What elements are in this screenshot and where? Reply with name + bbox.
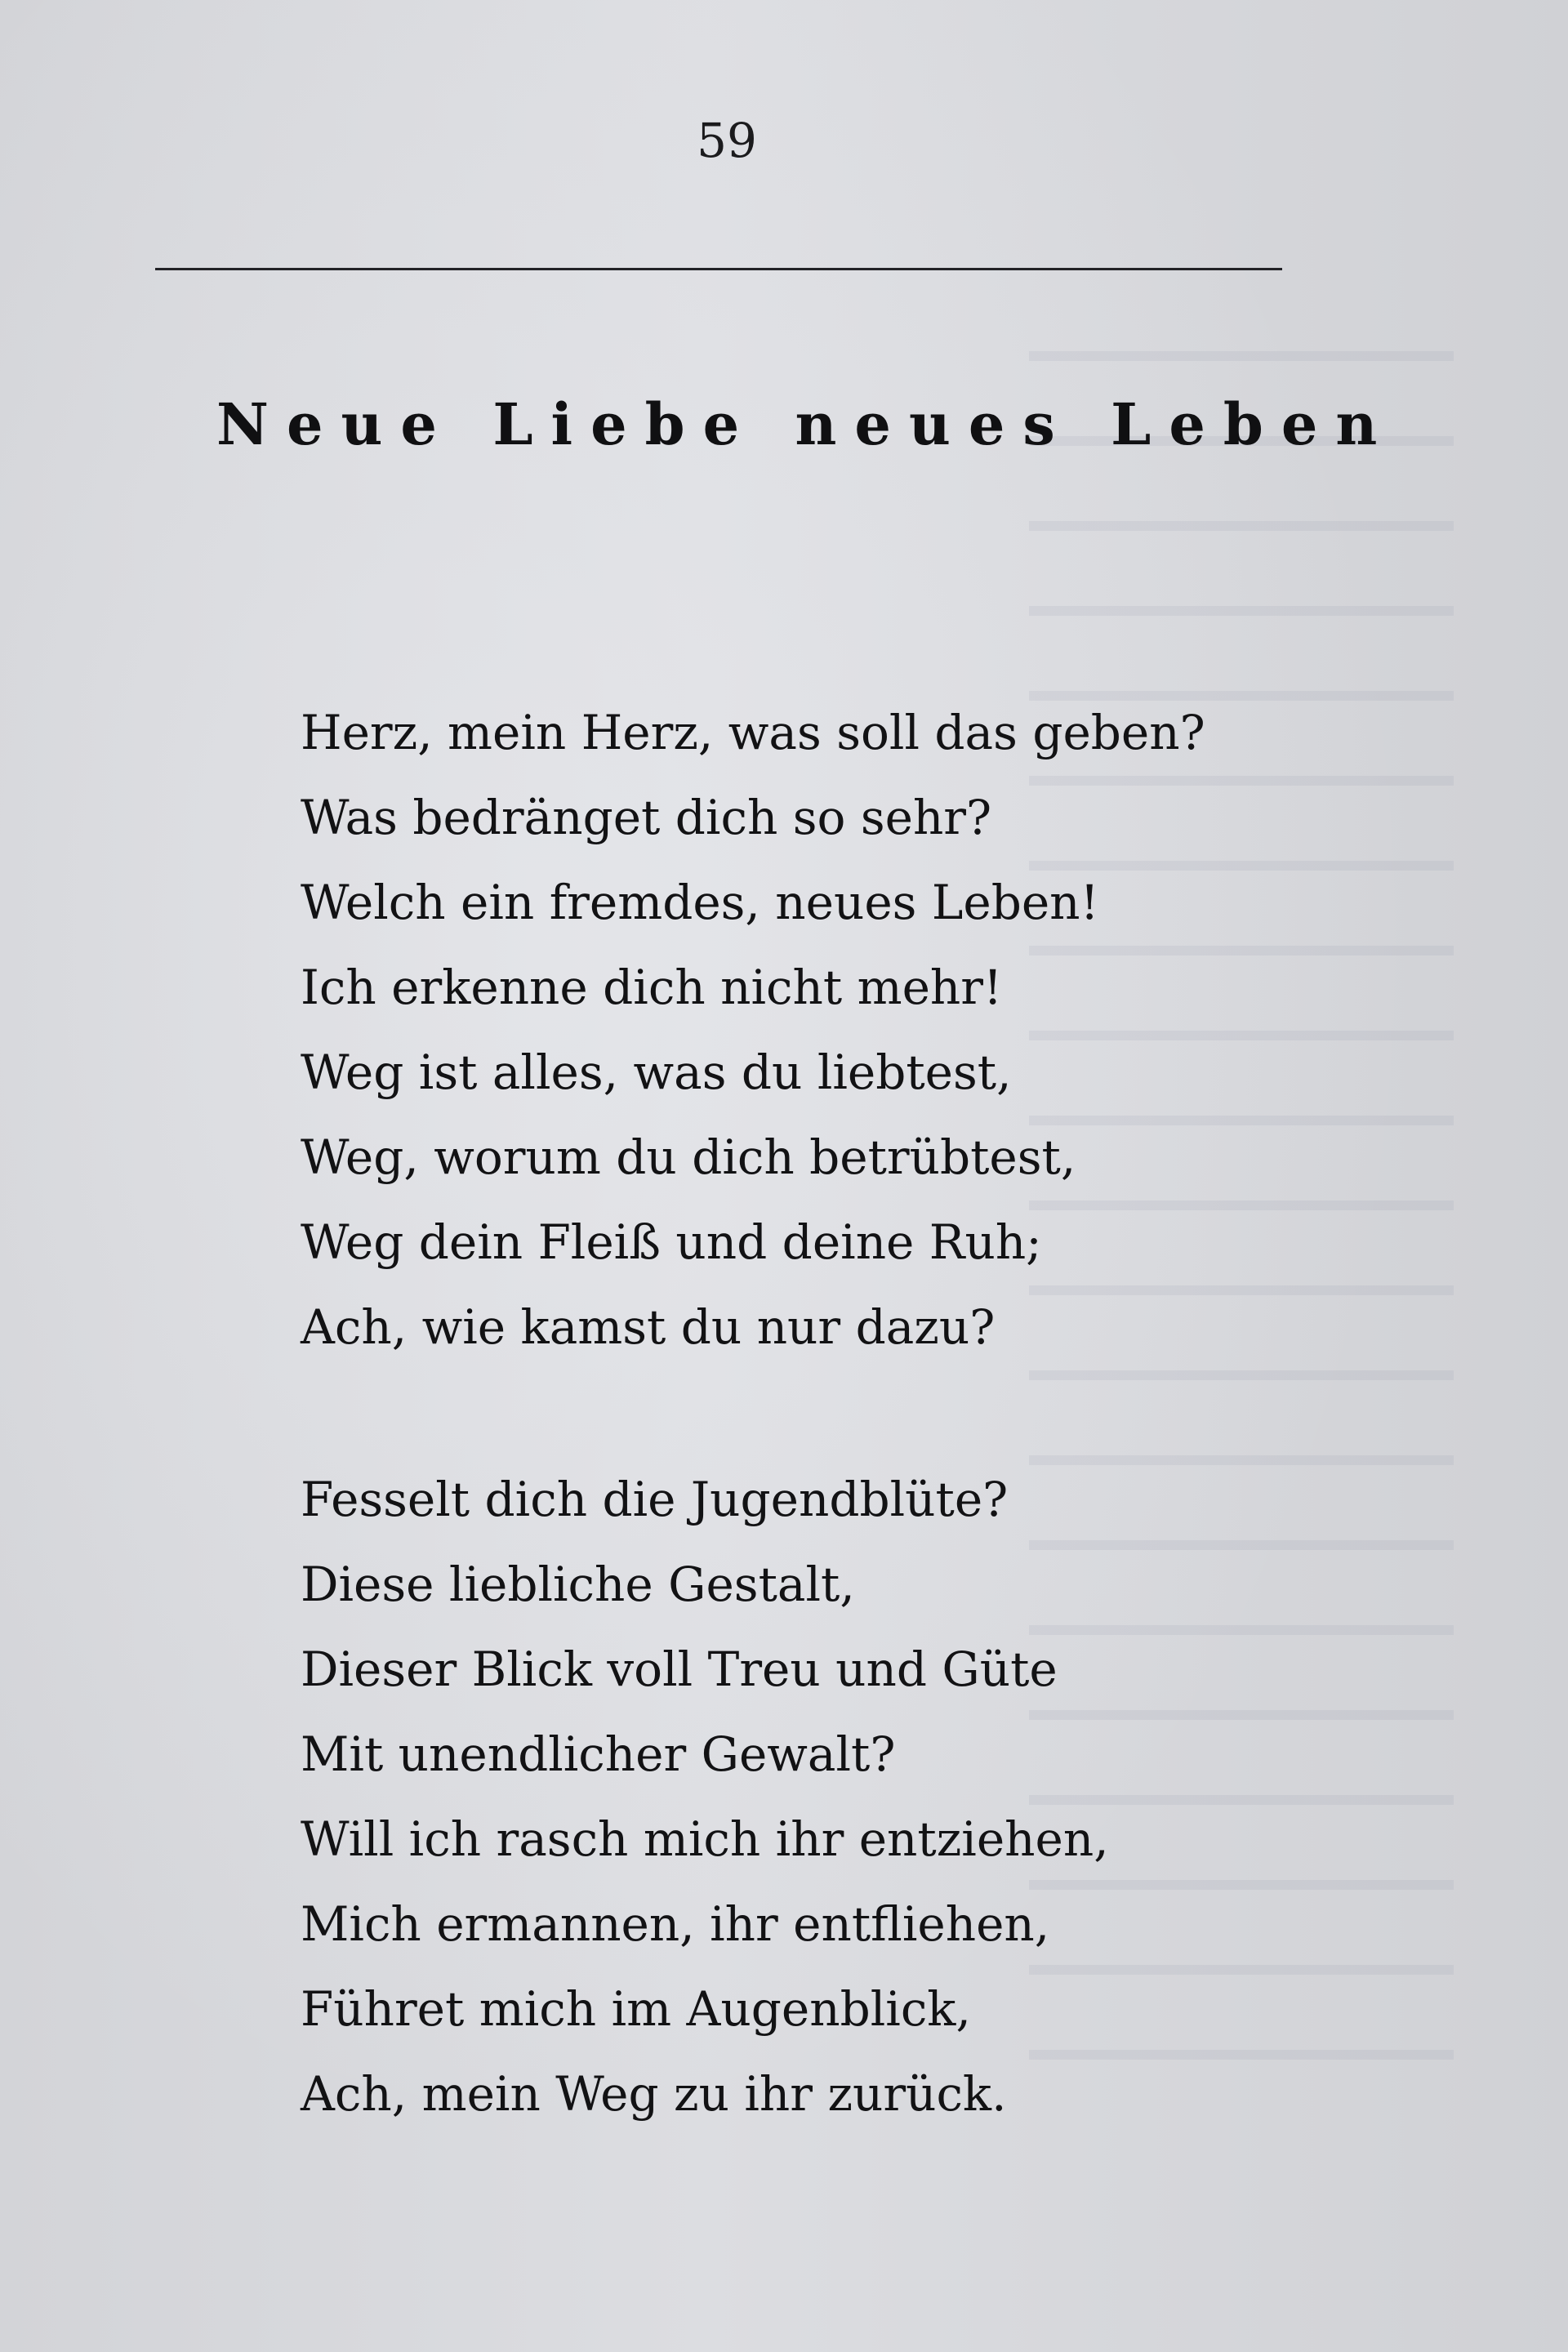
verse-line: Ich erkenne dich nicht mehr!	[301, 960, 1003, 1015]
verse-line: Fesselt dich die Jugendblüte?	[301, 1472, 1009, 1527]
verse-line: Dieser Blick voll Treu und Güte	[301, 1642, 1058, 1697]
verse-line: Mich ermannen, ihr entfliehen,	[301, 1896, 1050, 1952]
verse-line: Diese liebliche Gestalt,	[301, 1557, 855, 1612]
verse-line: Welch ein fremdes, neues Leben!	[301, 875, 1099, 930]
poem-body	[301, 690, 1281, 2224]
header-rule	[155, 268, 1282, 270]
verse-line: Will ich rasch mich ihr entziehen,	[301, 1811, 1109, 1867]
verse-line: Führet mich im Augenblick,	[301, 1981, 971, 2037]
verse-line: Ach, wie kamst du nur dazu?	[301, 1299, 996, 1355]
verse-line: Weg ist alles, was du liebtest,	[301, 1045, 1012, 1100]
verse-line: Weg, worum du dich betrübtest,	[301, 1129, 1076, 1185]
page-number: 59	[697, 113, 757, 168]
verse-line: Ach, mein Weg zu ihr zurück.	[301, 2066, 1007, 2122]
verse-line: Herz, mein Herz, was soll das geben?	[301, 705, 1205, 760]
verse-line: Mit unendlicher Gewalt?	[301, 1726, 896, 1782]
stanza-1	[301, 690, 1281, 1370]
stanza-2	[301, 1457, 1281, 2136]
verse-line: Weg dein Fleiß und deine Ruh;	[301, 1214, 1042, 1270]
verse-line: Was bedränget dich so sehr?	[301, 790, 992, 845]
poem-title: Neue Liebe neues Leben	[216, 390, 1396, 458]
